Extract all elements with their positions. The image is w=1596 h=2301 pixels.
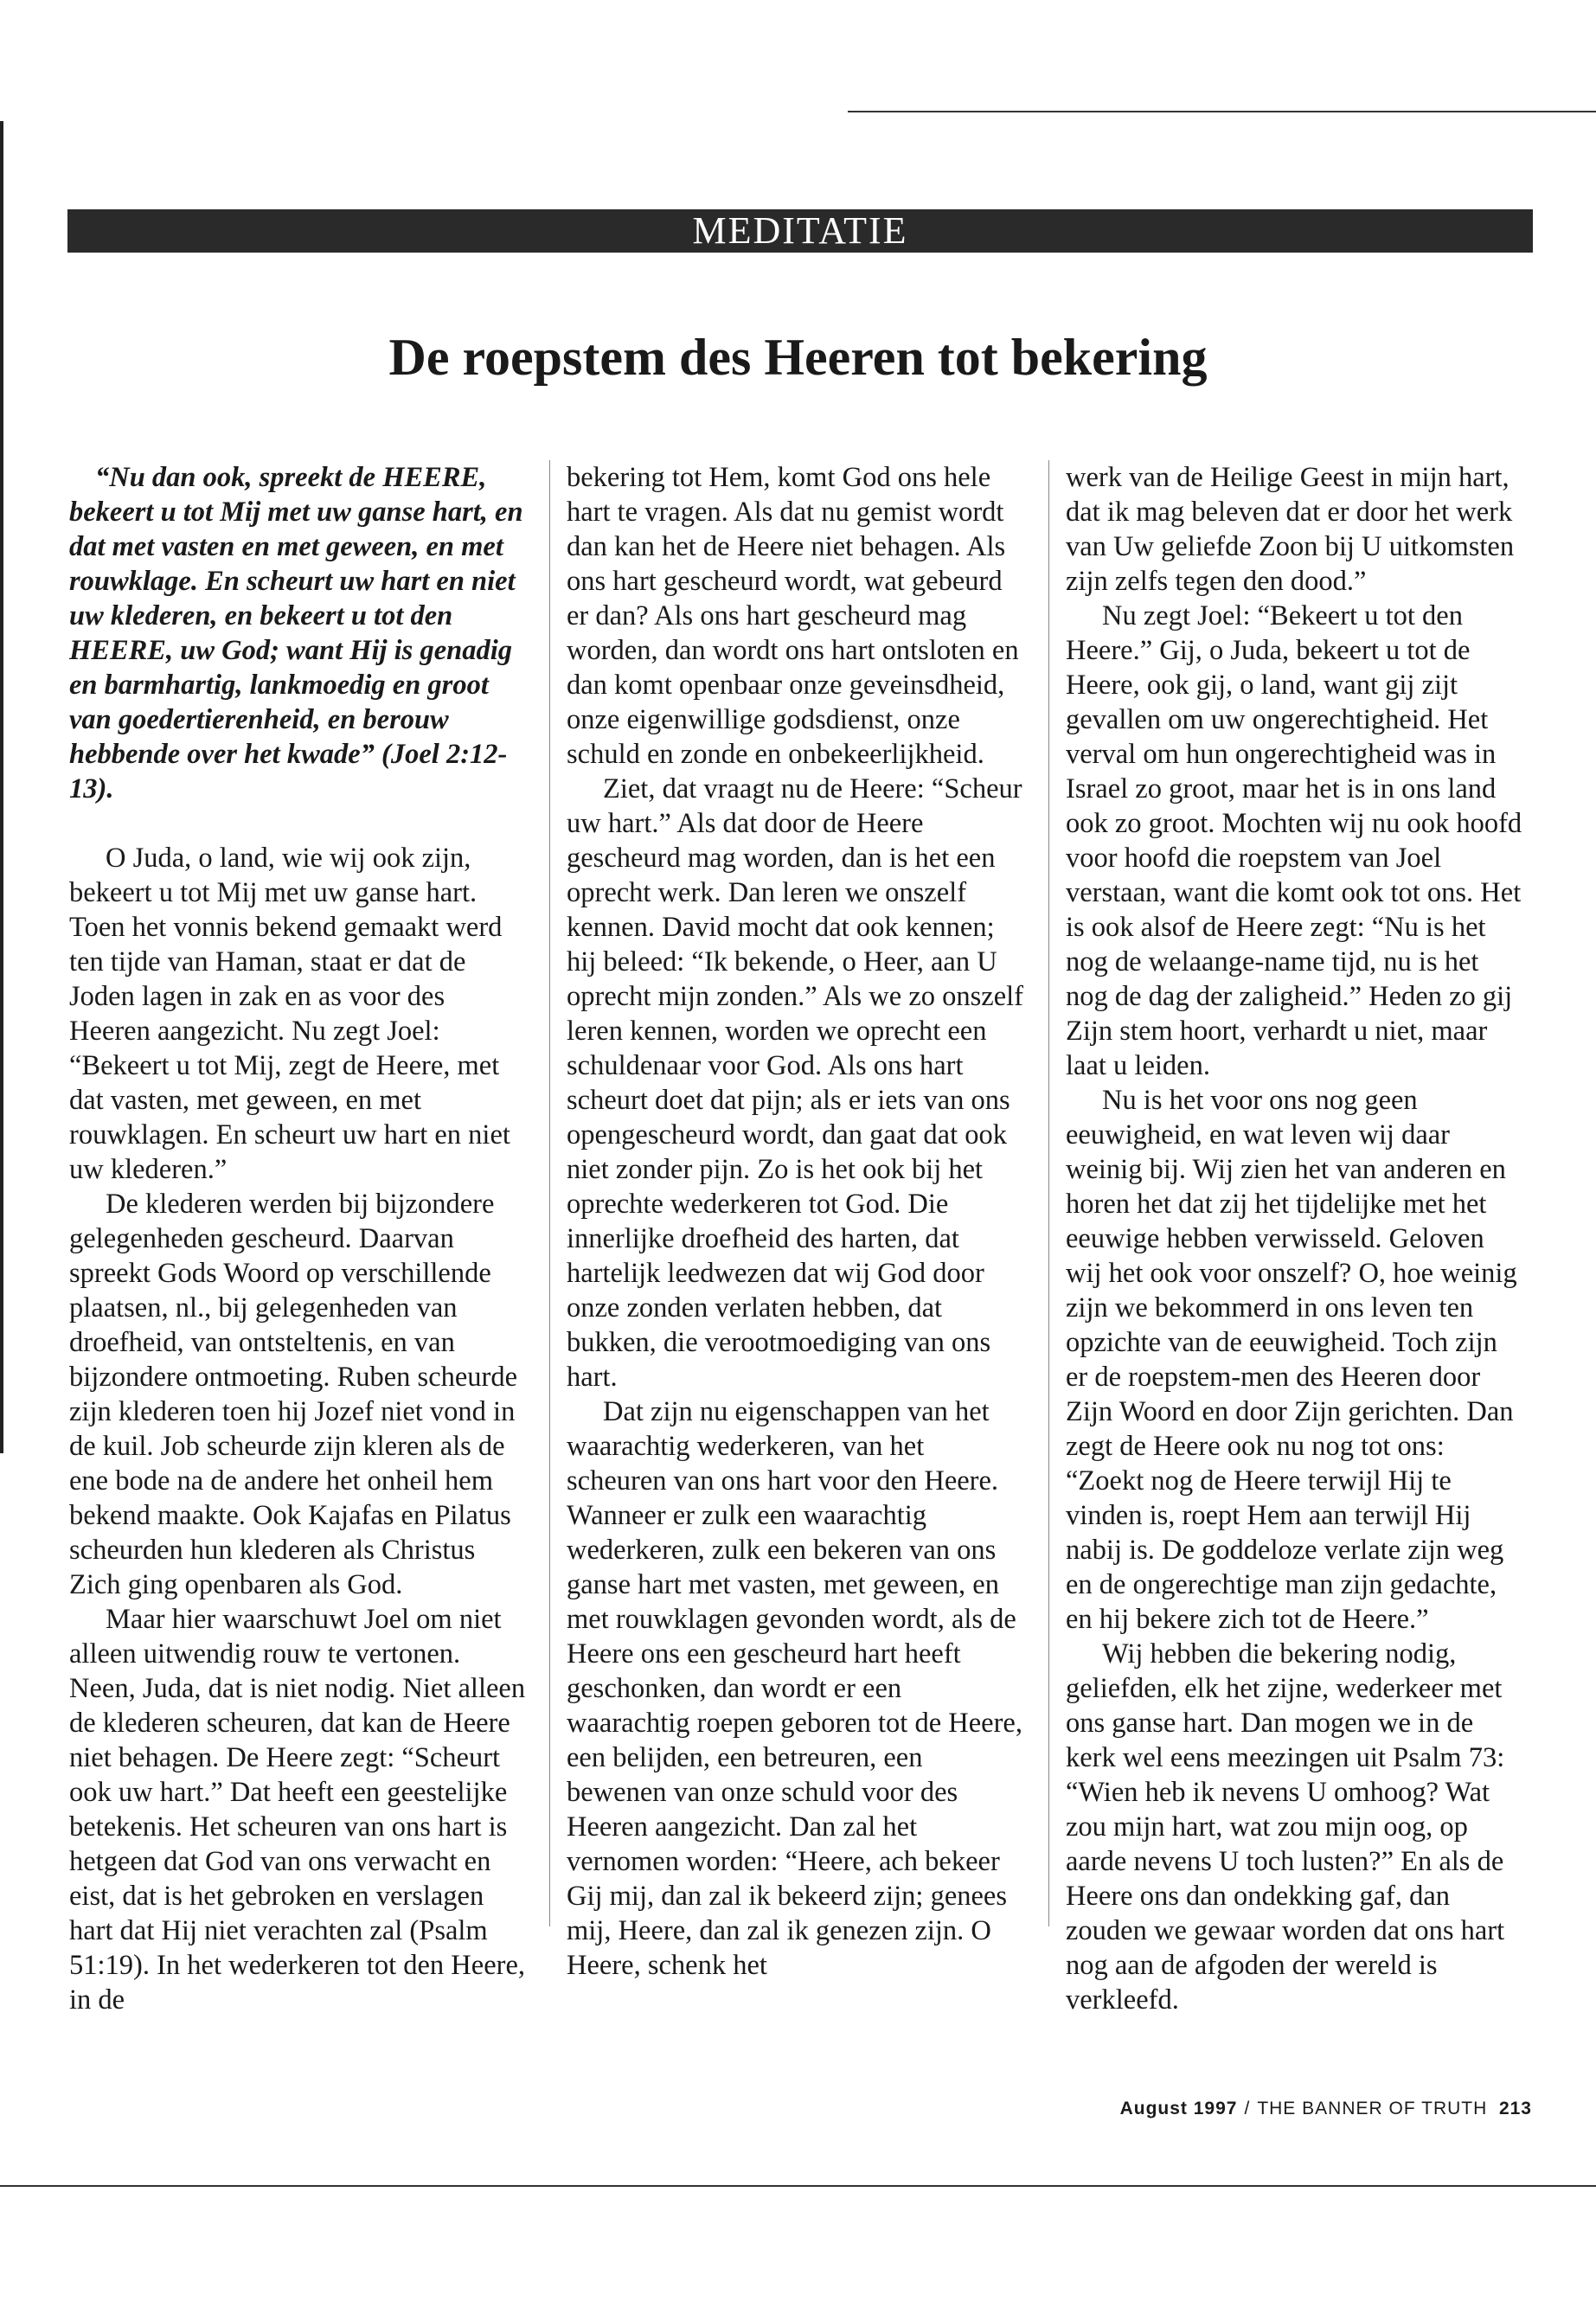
column-2 [567,460,1023,1983]
column-1 [69,460,526,2017]
paragraph: O Juda, o land, wie wij ook zijn, bekeert u tot Mij met uw ganse hart. Toen het vonnis bekend gemaakt werd ten tijde van Haman, staat er dat de Joden lagen in zak en as voor des Heeren aangezicht. Nu zegt Joel: “Bekeert u tot Mij, zegt de Heere, met dat vasten, met geween, en met rouwklagen. En scheurt uw hart en niet uw klederen.” [69,843,510,1185]
section-banner [67,209,1533,253]
section-label: MEDITATIE [692,209,908,252]
paragraph: bekering tot Hem, komt God ons hele hart te vragen. Als dat nu gemist wordt dan kan het de Heere niet behagen. Als ons hart gescheurd wordt, wat gebeurd er dan? Als ons hart gescheurd mag worden, dan wordt ons hart ontsloten en dan komt openbaar onze geveinsdheid, onze eigenwillige godsdienst, onze schuld en zonde en onbekeerlijkheid. [567,462,1019,770]
publication-name: THE BANNER OF TRUTH [1257,2099,1488,2118]
paragraph: Dat zijn nu eigenschappen van het waarachtig wederkeren, van het scheuren van ons hart voor den Heere. Wanneer er zulk een waarachtig wederkeren, zulk een bekeren van ons ganse hart met vasten, met geween, en met rouwklagen gevonden wordt, als de Heere ons een gescheurd hart heeft geschonken, dan wordt er een waarachtig roepen geboren tot de Heere, een belijden, een betreuren, een bewenen van onze schuld voor des Heeren aangezicht. Dan zal het vernomen worden: “Heere, ach bekeer Gij mij, dan zal ik bekeerd zijn; genees mij, Heere, dan zal ik genezen zijn. O Heere, schenk het [567,1396,1022,1981]
paragraph: De klederen werden bij bijzondere gelegenheden gescheurd. Daarvan spreekt Gods Woord op verschillende plaatsen, nl., bij gelegenheden van droefheid, van ontsteltenis, en van bijzondere ontmoeting. Ruben scheurde zijn klederen toen hij Jozef niet vond in de kuil. Job scheurde zijn kleren als de ene bode na de andere het onheil hem bekend maakte. Ook Kajafas en Pilatus scheurden hun klederen als Christus Zich ging openbaren als God. [69,1189,518,1600]
issue-date: August 1997 [1119,2099,1238,2118]
paragraph: Nu is het voor ons nog geen eeuwigheid, en wat leven wij daar weinig bij. Wij zien het van anderen en horen het dat zij het tijdelijke met het eeuwige hebben verwisseld. Geloven wij het ook voor onszelf? O, hoe weinig zijn we bekommerd in ons leven ten opzichte van de eeuwigheid. Toch zijn er de roepstem-men des Heeren door Zijn Woord en door Zijn gerichten. Dan zegt de Heere ook nu nog tot ons: “Zoekt nog de Heere terwijl Hij te vinden is, roept Hem aan terwijl Hij nabij is. De goddeloze verlate zijn weg en de ongerechtige man zijn gedachte, en hij bekere zich tot de Heere.” [1066,1085,1517,1635]
paragraph: werk van de Heilige Geest in mijn hart, dat ik mag beleven dat er door het werk van Uw geliefde Zoon bij U uitkomsten zijn zelfs tegen den dood.” [1066,462,1515,597]
article-title: De roepstem des Heeren tot bekering [388,329,1208,386]
bottom-rule [0,2185,1596,2187]
column-divider [549,460,550,1926]
paragraph: Maar hier waarschuwt Joel om niet alleen uitwendig rouw te vertonen. Neen, Juda, dat is niet nodig. Niet alleen de klederen scheuren, dat kan de Heere niet behagen. De Heere zegt: “Scheurt ook uw hart.” Dat heeft een geestelijke betekenis. Het scheuren van ons hart is hetgeen dat God van ons verwacht en eist, dat is het gebroken en verslagen hart dat Hij niet verachten zal (Psalm 51:19). In het wederkeren tot den Heere, in de [69,1604,526,2016]
column-divider [1048,460,1049,1926]
top-rule [848,111,1596,112]
scan-edge [0,121,3,1453]
scripture-quote: “Nu dan ook, spreekt de HEERE, bekeert u tot Mij met uw ganse hart, en dat met vasten en met geween, en met rouwklage. En scheurt uw hart en niet uw klederen, en bekeert u tot den HEERE, uw God; want Hij is genadig en barmhartig, lankmoedig en groot van goedertierenheid, en berouw hebbende over het kwade” (Joel 2:12-13). [69,462,523,804]
spacer [69,806,526,841]
paragraph: Ziet, dat vraagt nu de Heere: “Scheur uw hart.” Als dat door de Heere gescheurd mag worden, dan is het een oprecht werk. Dan leren we onszelf kennen. David mocht dat ook kennen; hij beleed: “Ik bekende, o Heer, aan U oprecht mijn zonden.” Als we zo onszelf leren kennen, worden we oprecht een schuldenaar voor God. Als ons hart scheurt doet dat pijn; als er iets van ons opengescheurd wordt, dan gaat dat ook niet zonder pijn. Zo is het ook bij het oprechte wederkeren tot God. Die innerlijke droefheid des harten, dat hartelijk leedwezen dat wij God door onze zonden verlaten hebben, dat bukken, die verootmoediging van ons hart. [567,773,1023,1393]
column-3 [1066,460,1522,2017]
page-footer [1120,2099,1532,2119]
paragraph: Wij hebben die bekering nodig, geliefden, elk het zijne, wederkeer met ons ganse hart. Dan mogen we in de kerk wel eens meezingen uit Psalm 73: “Wien heb ik nevens U omhoog? Wat zou mijn hart, wat zou mijn oog, op aarde nevens U toch lusten?” En als de Heere ons dan ondekking gaf, dan zouden we gewaar worden dat ons hart nog aan de afgoden der wereld is verkleefd. [1066,1638,1505,2016]
page-number: 213 [1498,2099,1532,2118]
paragraph: Nu zegt Joel: “Bekeert u tot den Heere.” Gij, o Juda, bekeert u tot de Heere, ook gij, o land, want gij zijt gevallen om uw ongerechtigheid. Het verval om hun ongerechtigheid was in Israel zo groot, maar het is in ons land ook zo groot. Mochten wij nu ook hoofd voor hoofd die roepstem van Joel verstaan, want die komt ook tot ons. Het is ook alsof de Heere zegt: “Nu is het nog de welaange-name tijd, nu is het nog de dag der zaligheid.” Heden zo gij Zijn stem hoort, verhardt u niet, maar laat u leiden. [1066,600,1522,1081]
footer-separator: / [1244,2099,1251,2118]
